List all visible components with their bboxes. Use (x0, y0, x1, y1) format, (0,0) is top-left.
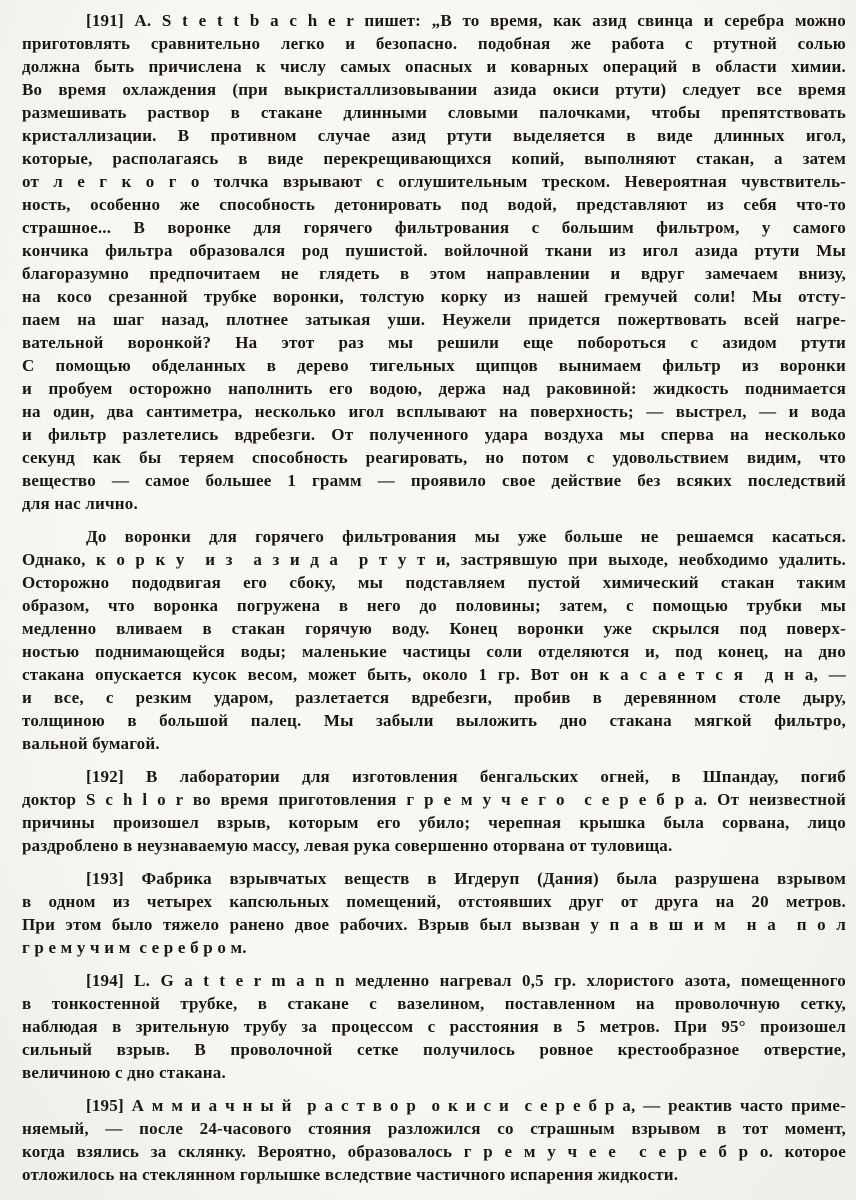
text-line: образом, что воронка погружена в него до половины; затем, с помощью трубки мы (22, 596, 846, 615)
paragraph-191-quote-part-1 (22, 9, 846, 515)
text-line: ность, особенно же способность детонировать под водой, представляют из себя что-то (22, 195, 846, 214)
text-line: секунд как бы теряем способность реагировать, но потом с удовольствием видим, что (22, 448, 846, 467)
text-line: размешивать раствор в стакане длинными словыми палочками, чтобы препятствовать (22, 103, 846, 122)
text-line: [191] А. S t e t t b a c h e r пишет: „В то время, как азид свинца и серебра можно (86, 11, 846, 30)
text-line: и пробуем осторожно наполнить его водою, держа над раковиной: жидкость поднимается (22, 379, 846, 398)
text-line: ностью поднимающейся воды; маленькие частицы соли отделяются и, под конец, на дно (22, 642, 846, 661)
text-line: доктор S c h l o r во время приготовления г р е м у ч е г о с е р е б р а. От неизвестной (22, 790, 846, 809)
text-line: сильный взрыв. В проволочной сетке получилось ровное крестообразное отверстие, (22, 1040, 846, 1059)
text-line: благоразумно предпочитаем не глядеть в этом направлении и вдруг замечаем внизу, (22, 264, 846, 283)
text-line: отложилось на стеклянном горлышке вследствие частичного испарения жидкости. (22, 1165, 679, 1184)
text-line: няемый, — после 24-часового стояния разложился со страшным взрывом в тот момент, (22, 1119, 846, 1138)
text-line: медленно вливаем в стакан горячую воду. Конец воронки уже скрылся под поверх- (22, 619, 846, 638)
text-line: До воронки для горячего фильтрования мы уже больше не решаемся касаться. (86, 527, 846, 546)
text-line: толщиною в большой палец. Мы забыли выложить дно стакана мягкой фильтро, (22, 711, 846, 730)
text-line: приготовлять сравнительно легко и безопасно. подобная же работа с ртутной солью (22, 34, 846, 53)
text-line: вещество — самое большее 1 грамм — проявило свое действие без всяких последствий (22, 471, 846, 490)
text-line: для нас лично. (22, 494, 138, 513)
paragraph-193 (22, 867, 846, 959)
text-line: При этом было тяжело ранено двое рабочих. Взрыв был вызван у п а в ш и м н а п о л (22, 915, 846, 934)
text-line: должна быть причислена к числу самых опасных и коварных операций в области химии. (22, 57, 846, 76)
text-line: причины произошел взрыв, которым его убило; черепная крышка была сорвана, лицо (22, 813, 846, 832)
text-line: наблюдая в зрительную трубу за процессом с расстояния в 5 метров. При 95° произошел (22, 1017, 846, 1036)
text-line: и все, с резким ударом, разлетается вдребезги, пробив в деревянном столе дыру, (22, 688, 846, 707)
text-line: [193] Фабрика взрывчатых веществ в Игдеруп (Дания) была разрушена взрывом (86, 869, 846, 888)
text-line: величиною с дно стакана. (22, 1063, 226, 1082)
text-line: страшное... В воронке для горячего фильтрования с большим фильтром, у самого (22, 218, 846, 237)
text-line: Во время охлаждения (при выкристаллизовывании азида окиси ртути) следует все время (22, 80, 846, 99)
text-line: в одном из четырех капсюльных помещений, отстоявших друг от друга на 20 метров. (22, 892, 846, 911)
text-line: кончика фильтра образовался род пушистой. войлочной ткани из игол азида ртути Мы (22, 241, 846, 260)
text-line: г р е м у ч и м с е р е б р о м. (22, 938, 247, 957)
text-line: раздроблено в неузнаваемую массу, левая рука совершенно оторвана от туловища. (22, 836, 673, 855)
text-line: когда взялись за склянку. Вероятно, образовалось г р е м у ч е е с е р е б р о. которое (22, 1142, 846, 1161)
text-line: [194] L. G a t t e r m a n n медленно нагревал 0,5 гр. хлористого азота, помещенного (86, 971, 846, 990)
text-line: вательной воронкой? На этот раз мы решили еще побороться с азидом ртути (22, 333, 846, 352)
text-line: в тонкостенной трубке, в стакане с вазелином, поставленном на проволочную сетку, (22, 994, 846, 1013)
text-line: стакана опускается кусок весом, может быть, около 1 гр. Вот он к а с а е т с я д н а, — (22, 665, 846, 684)
text-line: на один, два сантиметра, несколько игол всплывают на поверхность; — выстрел, — и вода (22, 402, 846, 421)
paragraph-194 (22, 969, 846, 1084)
text-line: которые, располагаясь в виде перекрещивающихся копий, выполняют стакан, а затем (22, 149, 846, 168)
paragraph-192 (22, 765, 846, 857)
paragraph-191-quote-part-2 (22, 525, 846, 755)
text-line: [192] В лаборатории для изготовления бенгальских огней, в Шпандау, погиб (86, 767, 846, 786)
text-line: от л е г к о г о толчка взрывают с оглушительным треском. Невероятная чувствитель- (22, 172, 846, 191)
text-line: кристаллизации. В противном случае азид ртути выделяется в виде длинных игол, (22, 126, 846, 145)
text-line: паем на шаг назад, плотнее затыкая уши. Неужели придется пожертвовать всей нагре- (22, 310, 846, 329)
text-line: и фильтр разлетелись вдребезги. От полученного удара воздуха мы сперва на несколько (22, 425, 846, 444)
text-line: на косо срезанной трубке воронки, толстую корку из нашей гремучей соли! Мы отсту- (22, 287, 846, 306)
text-line: С помощью обделанных в дерево тигельных щипцов вынимаем фильтр из воронки (22, 356, 846, 375)
text-line: [195] А м м и а ч н ы й р а с т в о р о к и с и с е р е б р а, — реактив часто приме- (86, 1096, 846, 1115)
page-text (22, 9, 846, 1186)
text-line: Осторожно пододвигая его сбоку, мы подставляем пустой химический стакан таким (22, 573, 846, 592)
text-line: вальной бумагой. (22, 734, 160, 753)
text-line: Однако, к о р к у и з а з и д а р т у т и, застрявшую при выходе, необходимо удалить. (22, 550, 846, 569)
paragraph-195 (22, 1094, 846, 1186)
